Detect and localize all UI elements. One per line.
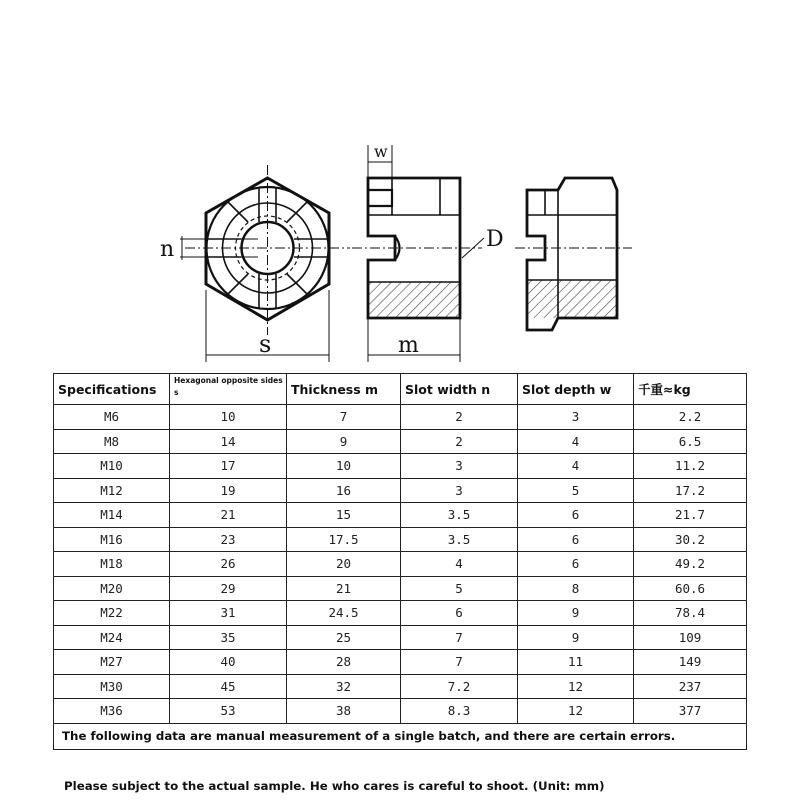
header-hex-sides: Hexagonal opposite sides s [170, 374, 287, 405]
slot-width-cell: 3.5 [401, 503, 518, 528]
slot-depth-cell: 11 [518, 650, 634, 675]
weight-cell: 377 [634, 699, 747, 724]
spec-cell: M16 [54, 527, 170, 552]
table-row [54, 552, 747, 577]
slot-depth-cell: 12 [518, 699, 634, 724]
slot-width-cell: 7.2 [401, 674, 518, 699]
side-slot-top [368, 190, 392, 206]
header-slot-width: Slot width n [401, 374, 518, 405]
hex-sides-cell: 21 [170, 503, 287, 528]
hex-sides-cell: 45 [170, 674, 287, 699]
thickness-cell: 9 [287, 429, 401, 454]
thickness-cell: 38 [287, 699, 401, 724]
thickness-cell: 32 [287, 674, 401, 699]
hex-sides-cell: 29 [170, 576, 287, 601]
label-s: s [259, 330, 272, 358]
weight-cell: 21.7 [634, 503, 747, 528]
slot-width-cell: 2 [401, 405, 518, 430]
spec-body [54, 405, 747, 724]
spec-cell: M22 [54, 601, 170, 626]
slot-depth-cell: 4 [518, 454, 634, 479]
thickness-cell: 16 [287, 478, 401, 503]
table-row [54, 454, 747, 479]
slot-width-cell: 3 [401, 454, 518, 479]
header-thickness: Thickness m [287, 374, 401, 405]
slot-width-cell: 2 [401, 429, 518, 454]
table-row [54, 503, 747, 528]
note-line-2: Please subject to the actual sample. He who cares is careful to shoot. (Unit: mm) [64, 779, 605, 793]
label-m: m [398, 333, 419, 358]
hex-sides-cell: 31 [170, 601, 287, 626]
weight-cell: 78.4 [634, 601, 747, 626]
header-weight: 千重≈kg [634, 374, 747, 405]
third-hatch [527, 280, 617, 318]
weight-cell: 49.2 [634, 552, 747, 577]
spec-cell: M30 [54, 674, 170, 699]
table-row [54, 478, 747, 503]
slot-width-cell: 5 [401, 576, 518, 601]
thickness-cell: 28 [287, 650, 401, 675]
hex-sides-cell: 35 [170, 625, 287, 650]
spec-cell: M6 [54, 405, 170, 430]
note-line-1: The following data are manual measurement of a single batch, and there are certain errors. [54, 723, 747, 749]
hex-sides-cell: 53 [170, 699, 287, 724]
slot-depth-cell: 9 [518, 601, 634, 626]
hex-sides-cell: 14 [170, 429, 287, 454]
weight-cell: 30.2 [634, 527, 747, 552]
slot-depth-cell: 3 [518, 405, 634, 430]
spec-cell: M36 [54, 699, 170, 724]
table-row [54, 699, 747, 724]
weight-cell: 11.2 [634, 454, 747, 479]
weight-cell: 60.6 [634, 576, 747, 601]
thickness-cell: 20 [287, 552, 401, 577]
hex-sides-cell: 40 [170, 650, 287, 675]
spec-cell: M12 [54, 478, 170, 503]
side-inner-lines [368, 178, 460, 282]
header-spec: Specifications [54, 374, 170, 405]
thickness-cell: 7 [287, 405, 401, 430]
slot-width-cell: 7 [401, 625, 518, 650]
table-row [54, 527, 747, 552]
header-row [54, 374, 747, 405]
thickness-cell: 10 [287, 454, 401, 479]
table-row [54, 601, 747, 626]
hex-sides-cell: 23 [170, 527, 287, 552]
section-hatch [368, 282, 460, 318]
hex-sides-cell: 26 [170, 552, 287, 577]
hex-sides-cell: 10 [170, 405, 287, 430]
third-view [515, 178, 632, 330]
slot-depth-cell: 5 [518, 478, 634, 503]
slot-width-cell: 3 [401, 478, 518, 503]
slot-width-cell: 3.5 [401, 527, 518, 552]
side-view [352, 145, 484, 362]
spec-cell: M20 [54, 576, 170, 601]
weight-cell: 17.2 [634, 478, 747, 503]
spec-cell: M18 [54, 552, 170, 577]
slot-depth-cell: 6 [518, 552, 634, 577]
spec-cell: M8 [54, 429, 170, 454]
slot-width-cell: 8.3 [401, 699, 518, 724]
slot-depth-cell: 12 [518, 674, 634, 699]
table-row [54, 674, 747, 699]
thickness-cell: 21 [287, 576, 401, 601]
weight-cell: 237 [634, 674, 747, 699]
table-row [54, 405, 747, 430]
header-slot-depth: Slot depth w [518, 374, 634, 405]
spec-cell: M24 [54, 625, 170, 650]
spec-cell: M10 [54, 454, 170, 479]
nut-technical-drawing [0, 0, 800, 370]
weight-cell: 109 [634, 625, 747, 650]
spec-cell: M14 [54, 503, 170, 528]
table-row [54, 625, 747, 650]
center-lines [185, 165, 350, 335]
label-n: n [160, 237, 175, 262]
note-row [54, 723, 747, 749]
slot-width-cell: 7 [401, 650, 518, 675]
label-D: D [486, 227, 504, 252]
table-row [54, 429, 747, 454]
table-row [54, 650, 747, 675]
label-w: w [374, 142, 388, 161]
slot-depth-cell: 4 [518, 429, 634, 454]
weight-cell: 149 [634, 650, 747, 675]
hex-sides-cell: 17 [170, 454, 287, 479]
spec-table [53, 373, 747, 750]
slot-depth-cell: 8 [518, 576, 634, 601]
thickness-cell: 24.5 [287, 601, 401, 626]
thickness-cell: 25 [287, 625, 401, 650]
hex-sides-cell: 19 [170, 478, 287, 503]
weight-cell: 6.5 [634, 429, 747, 454]
spec-cell: M27 [54, 650, 170, 675]
table-row [54, 576, 747, 601]
bore-circle [242, 222, 294, 274]
thickness-cell: 15 [287, 503, 401, 528]
slot-depth-cell: 9 [518, 625, 634, 650]
thickness-cell: 17.5 [287, 527, 401, 552]
slot-width-cell: 6 [401, 601, 518, 626]
slot-depth-cell: 6 [518, 503, 634, 528]
weight-cell: 2.2 [634, 405, 747, 430]
slot-depth-cell: 6 [518, 527, 634, 552]
slot-width-cell: 4 [401, 552, 518, 577]
